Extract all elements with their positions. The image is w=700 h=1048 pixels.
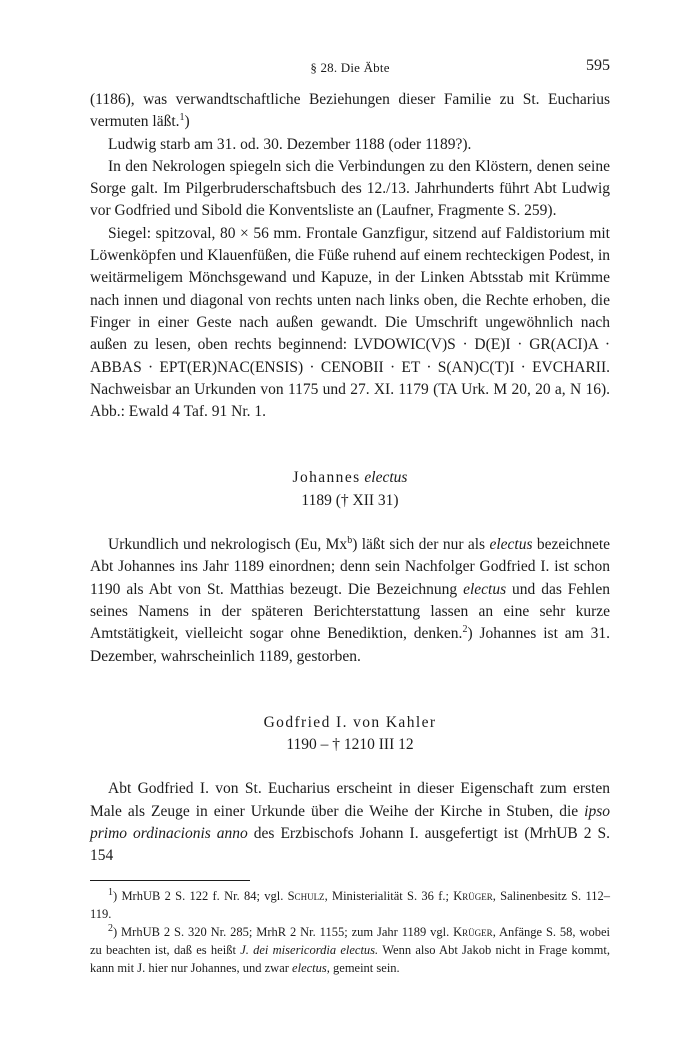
paragraph-godfried: Abt Godfried I. von St. Eucharius erscheint in dieser Eigenschaft zum ersten Male als Zeuge in einer Urkunde über die Weihe der Kirche in Stuben, die ipso primo ordinacionis anno des Erzbischofs Johann I. ausgefertigt ist (MrhUB 2 S. 154	[90, 780, 610, 865]
footnote-2: $^2$) MrhUB 2 S. 320 Nr. 285; MrhR 2 Nr. 1155; zum Jahr 1189 vgl. Krüger, Anfänge S. 58, wobei zu beachten ist, daß es heißt J. dei misericordia electus. Wenn also Abt Jakob nicht in Frage kommt, kann mit J. hier nur Johannes, und zwar electus, gemeint sein.	[90, 922, 610, 975]
section-heading-johannes: Johannes electus	[292, 469, 408, 487]
paragraph-seal: Siegel: spitzoval, 80 × 56 mm. Frontale Ganzfigur, sitzend auf Faldistorium mit Löwenköpfen und Klauenfüßen, die Füße ruhend auf einem rechteckigen Podest, in weitärmeligem Mönchsgewand und Kapuze, in der Linken Abtsstab mit Krümme nach innen und diagonal von rechts unten nach links oben, die Rechte erhoben, die Finger in einer Geste nach außen gewandt. Die Umschrift ungewöhnlich nach außen zu lesen, oben rechts beginnend: LVDOWIC(V)S · D(E)I · GR(ACI)A · ABBAS · EPT(ER)NAC(ENSIS) · CENOBII · ET · S(AN)C(T)I · EVCHARII. Nachweisbar an Urkunden von 1175 und 27. XI. 1179 (TA Urk. M 20, 20 a, N 16). Abb.: Ewald 4 Taf. 91 Nr. 1.	[90, 224, 610, 421]
footnote-ref-1[interactable]: 1	[179, 112, 185, 124]
paragraph-continuation: (1186), was verwandtschaftliche Beziehungen dieser Familie zu St. Eucharius vermuten läßt.$^1$)	[90, 91, 610, 131]
paragraph-johannes: Urkundlich und nekrologisch (Eu, Mx$^b$) läßt sich der nur als electus bezeichnete Abt Johannes ins Jahr 1189 einordnen; denn sein Nachfolger Godfried I. ist schon 1190 als Abt von St. Matthias bezeugt. Die Bezeichnung electus und das Fehlen seines Namens in der späteren Berichterstattung lassen an eine sehr kurze Amtstätigkeit, vielleicht sogar ohne Benediktion, denken.$^2$) Johannes ist am 31. Dezember, wahrscheinlich 1189, gestorben.	[90, 534, 611, 665]
section-dates-godfried: 1190 – † 1210 III 12	[286, 736, 414, 754]
running-head: § 28. Die Äbte	[310, 60, 390, 75]
section-dates-johannes: 1189 († XII 31)	[301, 491, 399, 509]
footnote-ref-2[interactable]: 2	[462, 624, 468, 636]
footnote-1: $^1$) MrhUB 2 S. 122 f. Nr. 84; vgl. Schulz, Ministerialität S. 36 f.; Krüger, Salinenbesitz S. 112–119.	[90, 886, 610, 921]
page-body	[90, 89, 610, 868]
section-heading-godfried: Godfried I. von Kahler	[263, 713, 437, 731]
footnote-divider	[90, 880, 250, 881]
page-header	[90, 57, 610, 79]
paragraph-death-date: Ludwig starb am 31. od. 30. Dezember 1188 (oder 1189?).	[108, 135, 472, 153]
footnotes	[90, 880, 610, 977]
page-number: 595	[586, 57, 610, 74]
paragraph-necrology: In den Nekrologen spiegeln sich die Verbindungen zu den Klöstern, denen seine Sorge galt. Im Pilgerbruderschaftsbuch des 12./13. Jahrhunderts führt Abt Ludwig vor Godfried und Sibold die Konventsliste an (Laufner, Fragmente S. 259).	[90, 157, 610, 220]
